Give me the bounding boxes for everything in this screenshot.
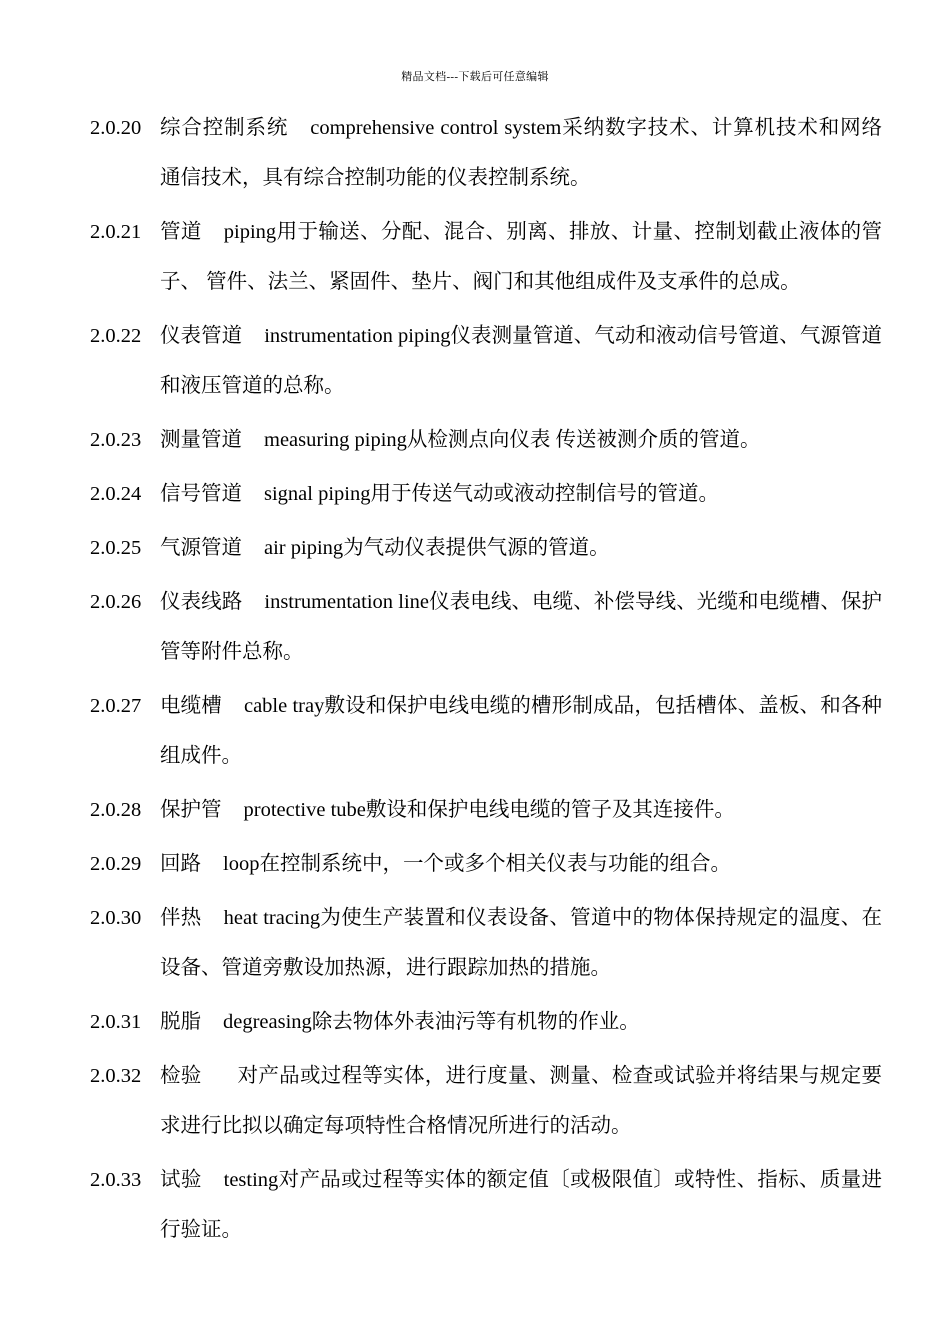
entry-text — [160, 785, 882, 835]
term-entry — [90, 785, 882, 835]
entry-text — [160, 893, 882, 993]
term-english: comprehensive control system — [310, 117, 562, 139]
term-english: loop — [223, 853, 260, 875]
term-chinese: 仪表线路 — [160, 591, 243, 613]
term-chinese: 仪表管道 — [160, 325, 243, 347]
entry-text — [160, 577, 882, 677]
entry-text — [160, 311, 882, 411]
clause-number: 2.0.22 — [90, 325, 142, 347]
term-definition: 采纳数字技术、计算机技术和网络通信技术，具有综合控制功能的仪表控制系统。 — [160, 117, 883, 189]
term-entry — [90, 311, 882, 411]
term-english: air piping — [264, 537, 344, 559]
entry-text — [160, 681, 882, 781]
term-definition: 为使生产装置和仪表设备、管道中的物体保持规定的温度、在设备、管道旁敷设加热源，进行跟踪加热的措施。 — [160, 907, 883, 979]
term-definition: 为气动仪表提供气源的管道。 — [343, 537, 610, 559]
clause-number: 2.0.20 — [90, 117, 142, 139]
term-definition: 仪表电线、电缆、补偿导线、光缆和电缆槽、保护管等附件总称。 — [160, 591, 883, 663]
term-entry — [90, 469, 882, 519]
term-english: measuring piping — [264, 429, 407, 451]
term-definition: 用于传送气动或液动控制信号的管道。 — [370, 483, 719, 505]
page-header: 精品文档---下载后可任意编辑 — [401, 71, 549, 83]
clause-number: 2.0.25 — [90, 537, 142, 559]
term-entry — [90, 1155, 882, 1255]
clause-number: 2.0.23 — [90, 429, 142, 451]
clause-number: 2.0.33 — [90, 1169, 142, 1191]
term-chinese: 信号管道 — [160, 483, 242, 505]
term-definition: 敷设和保护电线电缆的槽形制成品，包括槽体、盖板、和各种组成件。 — [160, 695, 883, 767]
clause-number: 2.0.28 — [90, 799, 142, 821]
term-english: cable tray — [243, 695, 325, 717]
entry-text — [160, 415, 882, 465]
term-definition: 敷设和保护电线电缆的管子及其连接件。 — [365, 799, 735, 821]
term-entry — [90, 997, 882, 1047]
entry-text — [160, 103, 882, 203]
term-entry — [90, 681, 882, 781]
clause-number: 2.0.27 — [90, 695, 142, 717]
term-chinese: 电缆槽 — [160, 695, 222, 717]
term-chinese: 伴热 — [160, 907, 202, 929]
terms-list — [90, 103, 882, 1259]
term-chinese: 管道 — [160, 221, 202, 243]
clause-number: 2.0.32 — [90, 1065, 142, 1087]
term-chinese: 回路 — [160, 853, 201, 875]
term-english: signal piping — [264, 483, 371, 505]
term-entry — [90, 577, 882, 677]
entry-text — [160, 839, 882, 889]
term-definition: 对产品或过程等实体，进行度量、测量、检查或试验并将结果与规定要求进行比拟以确定每项特性合格情况所进行的活动。 — [160, 1065, 882, 1137]
term-entry — [90, 207, 882, 307]
term-entry — [90, 415, 882, 465]
clause-number: 2.0.26 — [90, 591, 142, 613]
term-chinese: 综合控制系统 — [160, 117, 289, 139]
term-english: protective tube — [243, 799, 366, 821]
term-definition: 在控制系统中，一个或多个相关仪表与功能的组合。 — [259, 853, 731, 875]
term-chinese: 保护管 — [160, 799, 222, 821]
term-definition: 用于输送、分配、混合、别离、排放、计量、控制划截止液体的管子、 管件、法兰、紧固件、垫片、阀门和其他组成件及支承件的总成。 — [160, 221, 882, 293]
clause-number: 2.0.24 — [90, 483, 142, 505]
term-english: piping — [223, 221, 277, 243]
term-english: instrumentation line — [264, 591, 430, 613]
clause-number: 2.0.30 — [90, 907, 142, 929]
entry-text — [160, 1155, 882, 1255]
term-chinese: 试验 — [160, 1169, 202, 1191]
term-definition: 对产品或过程等实体的额定值〔或极限值〕或特性、指标、质量进行验证。 — [160, 1169, 883, 1241]
term-definition: 从检测点向仪表 传送被测介质的管道。 — [406, 429, 761, 451]
term-entry — [90, 893, 882, 993]
entry-text — [160, 997, 882, 1047]
term-definition: 仪表测量管道、气动和液动信号管道、气源管道和液压管道的总称。 — [160, 325, 882, 397]
term-chinese: 检验 — [160, 1065, 202, 1087]
term-chinese: 气源管道 — [160, 537, 242, 559]
entry-text — [160, 207, 882, 307]
term-definition: 除去物体外表油污等有机物的作业。 — [311, 1011, 640, 1033]
term-entry — [90, 103, 882, 203]
entry-text — [160, 469, 882, 519]
clause-number: 2.0.29 — [90, 853, 142, 875]
term-english: instrumentation piping — [264, 325, 451, 347]
term-entry — [90, 1051, 882, 1151]
term-english: testing — [223, 1169, 279, 1191]
entry-text — [160, 1051, 882, 1151]
clause-number: 2.0.31 — [90, 1011, 142, 1033]
term-entry — [90, 839, 882, 889]
term-entry — [90, 523, 882, 573]
term-chinese: 脱脂 — [160, 1011, 201, 1033]
term-english: heat tracing — [223, 907, 321, 929]
term-chinese: 测量管道 — [160, 429, 242, 451]
term-english: degreasing — [223, 1011, 312, 1033]
clause-number: 2.0.21 — [90, 221, 142, 243]
entry-text — [160, 523, 882, 573]
